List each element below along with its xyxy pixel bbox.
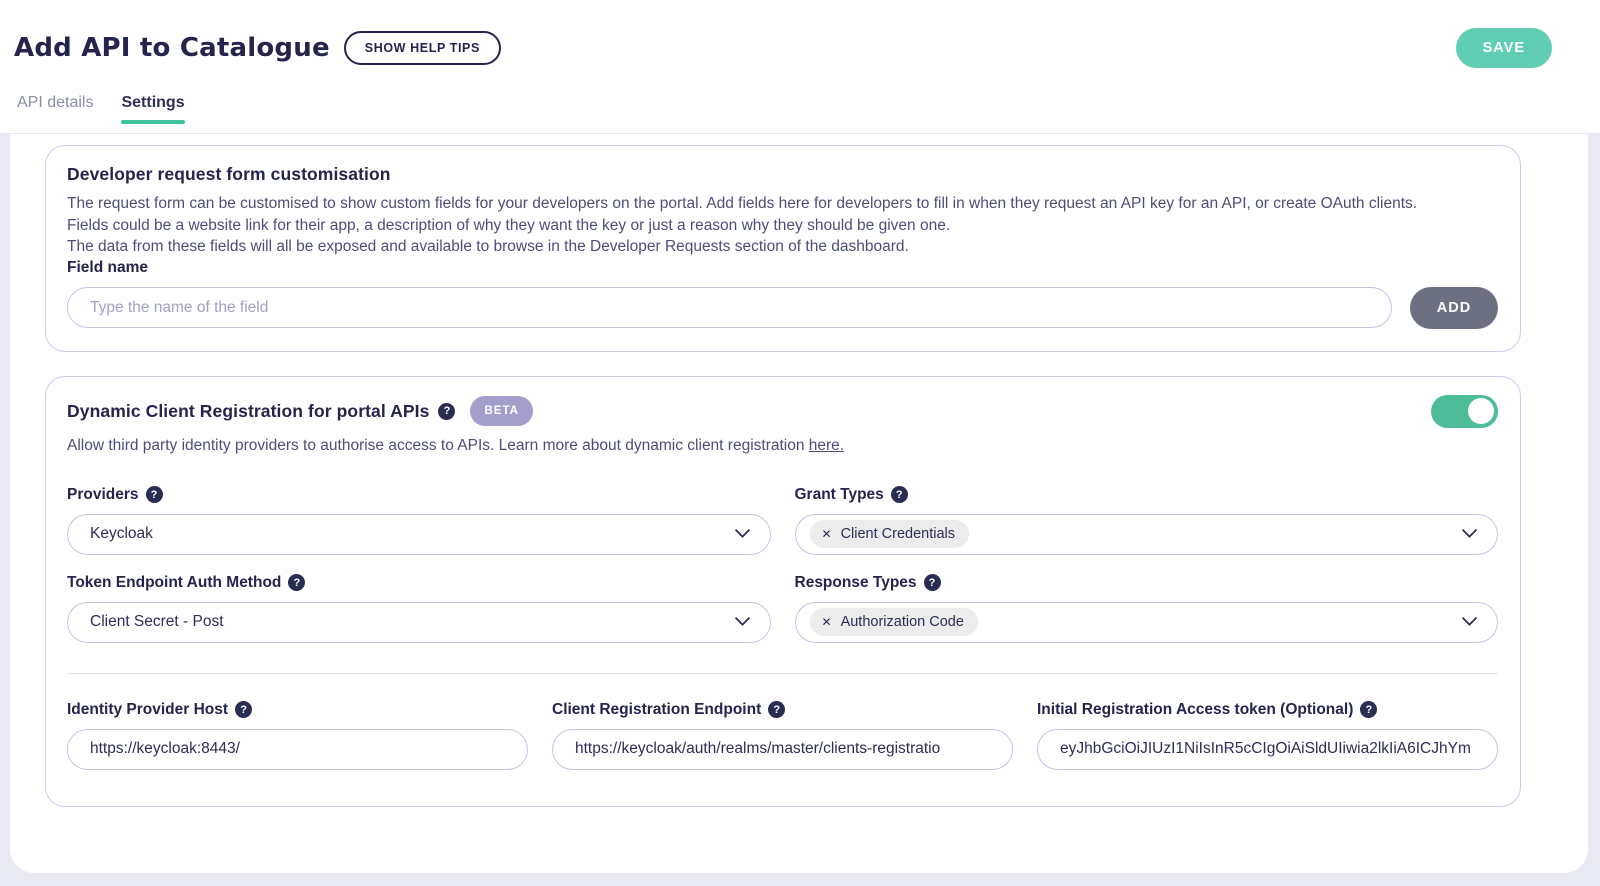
field-name-row (67, 287, 1498, 329)
learn-more-link[interactable]: here. (808, 436, 845, 454)
grant-types-field (795, 485, 1499, 555)
description-line: Fields could be a website link for their app, a description of why they want the key or just a reason why they should be given one. (67, 216, 951, 234)
chevron-down-icon (734, 610, 750, 626)
header-top-row (0, 0, 1600, 68)
help-icon[interactable]: ? (768, 701, 785, 718)
help-icon[interactable]: ? (924, 574, 941, 591)
response-types-multiselect[interactable] (795, 602, 1499, 643)
dcr-endpoints-row (67, 700, 1498, 770)
token-endpoint-auth-method-value: Client Secret - Post (90, 613, 224, 630)
page-title: Add API to Catalogue (14, 33, 330, 63)
initial-registration-access-token-field (1037, 700, 1498, 770)
chevron-down-icon (1462, 610, 1478, 626)
initial-registration-access-token-label: Initial Registration Access token (Optional) (1037, 700, 1354, 718)
client-registration-endpoint-label: Client Registration Endpoint (552, 700, 762, 718)
providers-select[interactable] (67, 514, 771, 555)
help-icon[interactable]: ? (1360, 701, 1377, 718)
card-divider (67, 673, 1498, 674)
grant-types-multiselect[interactable] (795, 514, 1499, 555)
show-help-tips-button[interactable]: SHOW HELP TIPS (344, 31, 501, 65)
chip-label: Authorization Code (840, 614, 964, 630)
initial-registration-access-token-input[interactable] (1037, 729, 1498, 770)
request-form-customisation-card (45, 145, 1521, 352)
dcr-form-grid (67, 485, 1498, 643)
response-types-field (795, 573, 1499, 643)
tab-api-details[interactable]: API details (17, 94, 94, 111)
token-endpoint-auth-method-label: Token Endpoint Auth Method (67, 573, 282, 591)
token-endpoint-auth-method-select[interactable] (67, 602, 771, 643)
providers-selected-value: Keycloak (90, 525, 153, 542)
help-icon[interactable]: ? (891, 486, 908, 503)
dcr-enable-toggle[interactable] (1431, 395, 1498, 428)
help-icon[interactable]: ? (235, 701, 252, 718)
token-endpoint-auth-method-field (67, 573, 771, 643)
help-icon[interactable]: ? (438, 403, 455, 420)
grant-types-label: Grant Types (794, 485, 884, 503)
dcr-subtitle (67, 437, 1498, 455)
response-types-chip (810, 608, 978, 636)
providers-field (67, 485, 771, 555)
field-name-label: Field name (67, 258, 148, 276)
beta-badge: BETA (470, 396, 532, 426)
remove-chip-icon[interactable]: ✕ (821, 615, 832, 629)
dcr-card-title: Dynamic Client Registration for portal APIs (67, 400, 430, 421)
remove-chip-icon[interactable]: ✕ (821, 527, 832, 541)
grant-types-chip (810, 520, 970, 548)
description-line: The request form can be customised to show custom fields for your developers on the portal. Add fields here for developers to fill in when they request an API key for an API, or create OAuth clients. (67, 195, 1418, 212)
settings-panel (10, 134, 1588, 873)
identity-provider-host-field (67, 700, 528, 770)
chip-label: Client Credentials (840, 526, 956, 542)
response-types-label: Response Types (794, 573, 917, 591)
tab-bar (0, 94, 1600, 123)
field-name-input[interactable] (67, 287, 1392, 328)
description-line: The data from these fields will all be exposed and available to browse in the Developer Requests section of the dashboard. (67, 238, 909, 255)
providers-label: Providers (67, 485, 139, 503)
save-button[interactable]: SAVE (1456, 28, 1552, 68)
tab-settings[interactable]: Settings (121, 94, 184, 123)
page-header (0, 0, 1600, 134)
chevron-down-icon (734, 522, 750, 538)
help-icon[interactable]: ? (288, 574, 305, 591)
dcr-subtitle-text: Allow third party identity providers to authorise access to APIs. Learn more about dynamic client registration (67, 436, 809, 454)
client-registration-endpoint-input[interactable] (552, 729, 1013, 770)
dcr-title-wrap (67, 396, 533, 426)
identity-provider-host-input[interactable] (67, 729, 528, 770)
client-registration-endpoint-field (552, 700, 1013, 770)
request-form-card-title: Developer request form customisation (67, 164, 391, 184)
request-form-card-description (67, 193, 1498, 258)
chevron-down-icon (1462, 522, 1478, 538)
toggle-knob-icon (1468, 398, 1494, 424)
dynamic-client-registration-card (45, 376, 1521, 807)
help-icon[interactable]: ? (146, 486, 163, 503)
dcr-header-row (67, 395, 1498, 428)
identity-provider-host-label: Identity Provider Host (67, 700, 229, 718)
add-field-button[interactable]: ADD (1410, 287, 1498, 329)
